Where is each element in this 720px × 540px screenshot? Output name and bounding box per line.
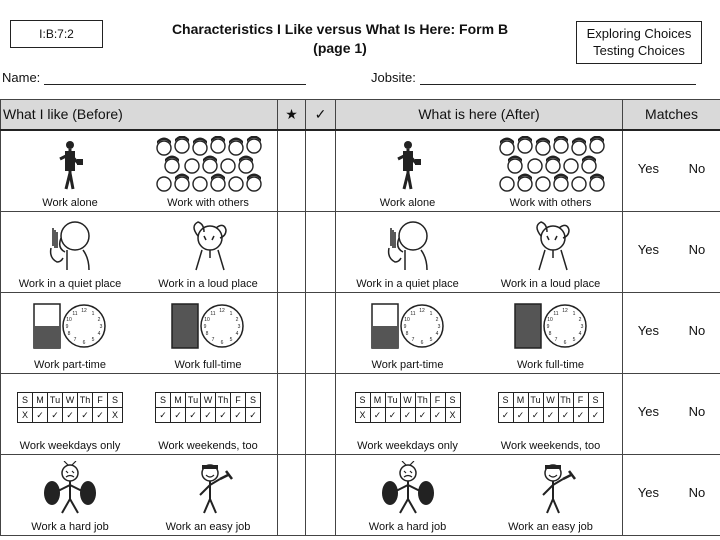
star-column-header: ★ — [278, 100, 306, 130]
option-part-time[interactable]: Work part-time — [1, 295, 139, 373]
quiet-person-icon — [383, 218, 433, 274]
part-time-icon — [33, 302, 107, 352]
option-weekdays-only[interactable]: S M Tu W Th F S X ✓ ✓ ✓ ✓ ✓ X Work weekdays only — [1, 376, 139, 454]
after-column-header: What is here (After) — [336, 100, 623, 130]
no-option[interactable]: No — [688, 403, 706, 419]
option-loud-place[interactable]: Work in a loud place — [479, 214, 622, 292]
matches-column-header: Matches — [623, 100, 720, 130]
name-label: Name: — [2, 70, 41, 85]
easy-job-icon — [523, 461, 579, 517]
weekdays-calendar-icon: S M Tu W Th F S X ✓ ✓ ✓ ✓ ✓ X — [17, 392, 123, 423]
option-work-with-others[interactable]: Work with others — [479, 133, 622, 211]
after-cell[interactable] — [336, 211, 623, 292]
matches-cell — [623, 130, 720, 212]
option-full-time[interactable]: Work full-time — [139, 295, 277, 373]
work-alone-icon — [388, 137, 428, 193]
weekends-calendar-icon: S M Tu W Th F S ✓ ✓ ✓ ✓ ✓ ✓ ✓ — [155, 392, 261, 423]
yes-option[interactable]: Yes — [637, 322, 659, 338]
option-quiet-place[interactable]: Work in a quiet place — [336, 214, 479, 292]
before-cell[interactable] — [1, 373, 278, 454]
weekends-calendar-icon: S M Tu W Th F S ✓ ✓ ✓ ✓ ✓ ✓ ✓ — [498, 392, 604, 423]
yes-option[interactable]: Yes — [637, 241, 659, 257]
option-hard-job[interactable]: Work a hard job — [336, 457, 479, 535]
full-time-icon — [514, 302, 588, 352]
weekdays-calendar-icon: S M Tu W Th F S X ✓ ✓ ✓ ✓ ✓ X — [355, 392, 461, 423]
check-column-header: ✓ — [306, 100, 336, 130]
option-loud-place[interactable]: Work in a loud place — [139, 214, 277, 292]
option-full-time[interactable]: Work full-time — [479, 295, 622, 373]
hard-job-icon — [38, 461, 102, 517]
loud-person-icon — [523, 218, 579, 274]
jobsite-field[interactable] — [371, 70, 696, 85]
option-part-time[interactable]: Work part-time — [336, 295, 479, 373]
quiet-person-icon — [45, 218, 95, 274]
crowd-icon — [152, 136, 264, 194]
yes-option[interactable]: Yes — [637, 484, 659, 500]
hard-job-icon — [376, 461, 440, 517]
option-easy-job[interactable]: Work an easy job — [139, 457, 277, 535]
jobsite-label: Jobsite: — [371, 70, 416, 85]
table-row — [1, 130, 720, 212]
check-cell[interactable] — [306, 292, 336, 373]
table-row — [1, 292, 720, 373]
form-title — [140, 20, 540, 58]
after-cell[interactable] — [336, 292, 623, 373]
loud-person-icon — [180, 218, 236, 274]
option-hard-job[interactable]: Work a hard job — [1, 457, 139, 535]
jobsite-line[interactable] — [420, 73, 696, 85]
table-header-row — [1, 100, 720, 130]
option-easy-job[interactable]: Work an easy job — [479, 457, 622, 535]
check-cell[interactable] — [306, 454, 336, 535]
star-cell[interactable] — [278, 373, 306, 454]
star-cell[interactable] — [278, 211, 306, 292]
matches-cell — [623, 454, 720, 535]
no-option[interactable]: No — [688, 322, 706, 338]
check-cell[interactable] — [306, 130, 336, 212]
star-cell[interactable] — [278, 454, 306, 535]
option-weekdays-only[interactable]: S M Tu W Th F S X ✓ ✓ ✓ ✓ ✓ X Work weekdays only — [336, 376, 479, 454]
table-row — [1, 373, 720, 454]
check-cell[interactable] — [306, 211, 336, 292]
after-cell[interactable] — [336, 373, 623, 454]
title-line-2: (page 1) — [313, 40, 367, 56]
yes-option[interactable]: Yes — [637, 160, 659, 176]
option-work-alone[interactable]: Work alone — [336, 133, 479, 211]
option-work-alone[interactable]: Work alone — [1, 133, 139, 211]
matches-cell — [623, 292, 720, 373]
before-cell[interactable] — [1, 211, 278, 292]
before-cell[interactable] — [1, 130, 278, 212]
check-cell[interactable] — [306, 373, 336, 454]
matches-cell — [623, 373, 720, 454]
after-cell[interactable] — [336, 130, 623, 212]
option-work-with-others[interactable]: Work with others — [139, 133, 277, 211]
star-cell[interactable] — [278, 292, 306, 373]
table-row — [1, 211, 720, 292]
easy-job-icon — [180, 461, 236, 517]
crowd-icon — [495, 136, 607, 194]
option-quiet-place[interactable]: Work in a quiet place — [1, 214, 139, 292]
option-weekends-too[interactable]: S M Tu W Th F S ✓ ✓ ✓ ✓ ✓ ✓ ✓ Work weekends, too — [139, 376, 277, 454]
name-line[interactable] — [44, 73, 306, 85]
no-option[interactable]: No — [688, 160, 706, 176]
work-alone-icon — [50, 137, 90, 193]
strand-line-1: Exploring Choices — [586, 26, 692, 41]
before-cell[interactable] — [1, 292, 278, 373]
after-cell[interactable] — [336, 454, 623, 535]
before-cell[interactable] — [1, 454, 278, 535]
full-time-icon — [171, 302, 245, 352]
no-option[interactable]: No — [688, 241, 706, 257]
yes-option[interactable]: Yes — [637, 403, 659, 419]
strand-box — [576, 21, 702, 64]
characteristics-table — [0, 99, 720, 536]
before-column-header: What I like (Before) — [1, 100, 278, 130]
matches-cell — [623, 211, 720, 292]
form-code-box: I:B:7:2 — [10, 20, 103, 48]
strand-line-2: Testing Choices — [593, 43, 685, 58]
title-line-1: Characteristics I Like versus What Is Here: Form B — [171, 21, 509, 37]
option-weekends-too[interactable]: S M Tu W Th F S ✓ ✓ ✓ ✓ ✓ ✓ ✓ Work weekends, too — [479, 376, 622, 454]
table-row — [1, 454, 720, 535]
star-cell[interactable] — [278, 130, 306, 212]
name-field[interactable] — [2, 70, 306, 85]
part-time-icon — [371, 302, 445, 352]
no-option[interactable]: No — [688, 484, 706, 500]
